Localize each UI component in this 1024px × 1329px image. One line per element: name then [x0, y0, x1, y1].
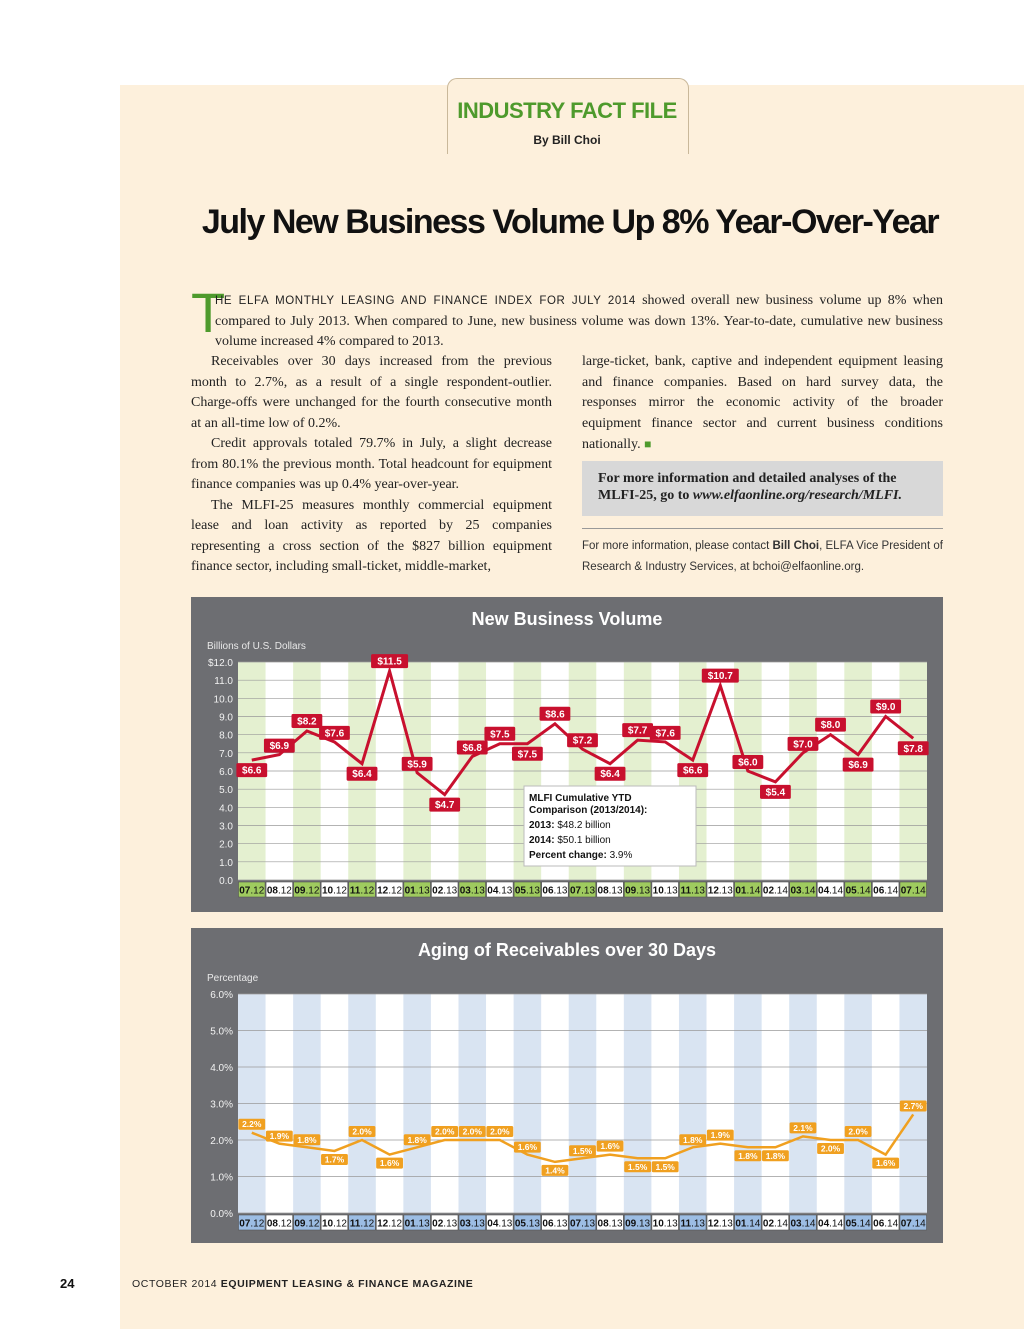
data-label: $6.8	[462, 742, 482, 754]
data-label: $8.0	[820, 720, 841, 732]
y-axis-label: Billions of U.S. Dollars	[207, 641, 306, 652]
x-tick-label: 09.13	[625, 885, 651, 897]
chart-title: New Business Volume	[471, 609, 663, 629]
x-tick-label: 06.13	[542, 885, 568, 897]
x-tick-label: 02.13	[432, 885, 458, 897]
data-label: 1.7%	[324, 1154, 345, 1165]
divider	[582, 528, 943, 529]
contact-note	[582, 536, 943, 577]
data-label: 1.6%	[600, 1141, 620, 1152]
ytd-comparison-box	[524, 786, 696, 866]
data-label: 1.6%	[379, 1158, 400, 1169]
left-column	[191, 352, 552, 578]
y-tick-label: 8.0	[219, 730, 233, 742]
x-tick-label: 11.13	[680, 885, 705, 897]
data-label: $8.6	[545, 709, 565, 721]
data-label: 2.0%	[820, 1143, 841, 1154]
chart-svg	[191, 928, 943, 1243]
y-tick-label: 5.0	[219, 785, 233, 797]
drop-cap: T	[191, 281, 226, 344]
x-tick-label: 08.13	[597, 1218, 623, 1230]
x-tick-label: 03.13	[459, 885, 485, 897]
data-label: $6.9	[269, 741, 290, 753]
x-tick-label: 04.14	[818, 1218, 844, 1230]
x-tick-label: 07.12	[239, 1218, 265, 1230]
x-tick-label: 08.12	[266, 1218, 292, 1230]
x-tick-label: 07.12	[239, 885, 265, 897]
x-tick-label: 01.13	[404, 885, 430, 897]
contact-suffix: , ELFA Vice President of Research & Industry Services, at bchoi@elfaonline.org.	[582, 540, 943, 573]
ytd-box-row: Percent change: 3.9%	[529, 850, 633, 861]
data-label: 1.8%	[297, 1134, 317, 1145]
x-tick-label: 04.13	[487, 1218, 513, 1230]
data-label: 1.4%	[545, 1165, 565, 1176]
x-tick-label: 07.13	[569, 885, 596, 897]
data-label: $11.5	[377, 656, 402, 668]
y-tick-label: 5.0%	[210, 1026, 233, 1038]
y-tick-label: 2.0	[219, 839, 233, 851]
y-axis-label: Percentage	[207, 973, 259, 984]
x-tick-label: 06.14	[873, 1218, 899, 1230]
x-tick-label: 01.14	[735, 885, 761, 897]
data-label: $4.7	[434, 800, 455, 812]
ytd-box-row: 2013: $48.2 billion	[529, 820, 611, 831]
x-tick-label: 10.13	[652, 1218, 678, 1230]
x-tick-label: 09.13	[625, 1218, 651, 1230]
data-label: $8.2	[297, 716, 317, 728]
aging-receivables-chart	[191, 928, 943, 1243]
x-tick-label: 12.12	[377, 885, 403, 897]
intro-paragraph	[215, 291, 943, 353]
x-tick-label: 04.13	[487, 885, 513, 897]
data-label: $7.5	[490, 729, 510, 741]
x-tick-label: 05.14	[845, 885, 871, 897]
ytd-box-title: Comparison (2013/2014):	[529, 805, 648, 816]
x-tick-label: 10.12	[321, 885, 347, 897]
y-tick-label: 6.0%	[210, 990, 233, 1001]
data-label: 1.5%	[627, 1161, 648, 1172]
x-tick-label: 05.13	[514, 1218, 540, 1230]
data-label: 1.8%	[765, 1150, 786, 1161]
body-paragraph: The MLFI-25 measures monthly commercial equipment lease and loan activity as reported by 25 companies representing a cross section of the $827 billion equipment finance sector, including small-ticket, middle-market,	[191, 497, 552, 574]
x-tick-label: 02.14	[762, 1218, 788, 1230]
data-label: 1.5%	[655, 1161, 675, 1172]
data-label: 1.6%	[875, 1158, 896, 1169]
y-tick-label: 0.0%	[210, 1209, 233, 1220]
info-box-label: For more information and detailed analyses of the MLFI-25, go to	[598, 471, 897, 503]
y-tick-label: 4.0	[219, 803, 233, 815]
data-label: $7.8	[903, 743, 923, 755]
x-tick-label: 02.13	[432, 1218, 458, 1230]
data-label: $7.2	[572, 735, 593, 747]
x-tick-label: 03.14	[790, 1218, 816, 1230]
y-tick-label: 7.0	[219, 748, 233, 760]
footer-date: OCTOBER 2014	[132, 1278, 221, 1290]
x-tick-label: 08.12	[266, 885, 292, 897]
body-paragraph: Credit approvals totaled 79.7% in July, a slight decrease from 80.1% the previous month. Total headcount for equipment finance companies was up 0.4% year-over-year.	[191, 436, 552, 492]
data-label: $5.4	[765, 787, 786, 799]
x-tick-label: 10.12	[321, 1218, 347, 1230]
data-label: $6.4	[352, 769, 372, 781]
x-tick-label: 06.14	[873, 885, 899, 897]
chart-title: Aging of Receivables over 30 Days	[417, 940, 717, 960]
x-tick-label: 03.14	[790, 885, 816, 897]
y-tick-label: 4.0%	[210, 1063, 233, 1074]
data-label: 2.0%	[352, 1126, 372, 1137]
y-tick-label: 9.0	[219, 712, 233, 724]
intro-lead-caps: HE ELFA MONTHLY LEASING AND FINANCE INDEX FOR JULY 2014	[215, 295, 636, 307]
new-business-volume-chart	[191, 597, 943, 912]
data-label: $10.7	[707, 671, 733, 683]
body-paragraph: large-ticket, bank, captive and independent equipment leasing and finance companies. Based on hard survey data, the responses mirror the economic activity of the broader equipment finance sector and current business conditions nationally.	[582, 354, 943, 452]
ytd-box-title: MLFI Cumulative YTD	[529, 793, 632, 804]
x-tick-label: 05.13	[514, 885, 540, 897]
y-tick-label: 2.0%	[210, 1136, 233, 1147]
data-label: $7.6	[324, 728, 345, 740]
y-tick-label: 1.0%	[210, 1172, 233, 1184]
y-tick-label: $12.0	[207, 658, 233, 669]
x-tick-label: 07.14	[900, 885, 926, 897]
y-tick-label: 1.0	[219, 857, 233, 869]
data-label: 2.0%	[490, 1126, 510, 1137]
x-tick-label: 09.12	[294, 885, 320, 897]
x-tick-label: 12.13	[707, 1218, 733, 1230]
x-tick-label: 03.13	[459, 1218, 485, 1230]
y-tick-label: 11.0	[214, 676, 233, 688]
y-tick-label: 3.0	[219, 821, 233, 833]
data-label: $6.4	[600, 769, 620, 781]
data-label: 2.1%	[793, 1122, 813, 1133]
x-tick-label: 08.13	[597, 885, 623, 897]
data-label: 2.0%	[848, 1126, 868, 1137]
data-label: 1.8%	[738, 1150, 758, 1161]
info-box-text	[598, 470, 928, 504]
data-label: 1.9%	[269, 1131, 290, 1142]
x-tick-label: 10.13	[652, 885, 678, 897]
data-label: 1.5%	[572, 1145, 593, 1156]
data-label: 1.9%	[710, 1130, 730, 1141]
intro-body: showed overall new business volume up 8% when compared to July 2013. When compared to June, new business volume was down 13%. Year-to-date, cumulative new business volume increased 4% compared to 2013.	[215, 293, 943, 349]
data-label: $5.9	[407, 759, 427, 771]
x-tick-label: 04.14	[818, 885, 844, 897]
data-label: 2.0%	[462, 1126, 482, 1137]
ytd-box-row: 2014: $50.1 billion	[529, 835, 611, 846]
x-tick-label: 11.13	[680, 1218, 705, 1230]
x-tick-label: 07.13	[569, 1218, 596, 1230]
body-paragraph: Receivables over 30 days increased from the previous month to 2.7%, as a result of a single respondent-outlier. Charge-offs were unchanged for the fourth consecutive month at an all-time low of 0.2%.	[191, 354, 552, 431]
data-label: $6.6	[242, 765, 262, 777]
data-label: $7.7	[627, 725, 648, 737]
data-label: 2.7%	[903, 1100, 923, 1111]
section-title: INDUSTRY FACT FILE	[457, 98, 677, 123]
data-label: 1.8%	[407, 1134, 427, 1145]
data-label: 2.0%	[435, 1126, 455, 1137]
footer-magazine: EQUIPMENT LEASING & FINANCE MAGAZINE	[220, 1278, 474, 1290]
data-label: $6.9	[848, 760, 868, 772]
research-link[interactable]: www.elfaonline.org/research/MLFI.	[692, 488, 903, 503]
end-mark: ■	[644, 437, 652, 451]
contact-prefix: For more information, please contact	[582, 540, 773, 552]
data-label: $7.5	[517, 749, 538, 761]
y-tick-label: 10.0	[213, 694, 233, 706]
x-tick-label: 07.14	[900, 1218, 926, 1230]
x-tick-label: 05.14	[845, 1218, 871, 1230]
x-tick-label: 12.13	[707, 885, 733, 897]
x-tick-label: 11.12	[349, 1218, 375, 1230]
data-label: $7.0	[793, 739, 813, 751]
page-number: 24	[60, 1276, 75, 1291]
footer	[132, 1278, 473, 1290]
x-tick-label: 09.12	[294, 1218, 320, 1230]
data-label: $9.0	[875, 702, 896, 713]
right-column	[582, 352, 943, 456]
data-label: 1.6%	[517, 1142, 538, 1153]
x-tick-label: 11.12	[349, 885, 375, 897]
x-tick-label: 01.13	[404, 1218, 430, 1230]
x-tick-label: 06.13	[542, 1218, 568, 1230]
x-tick-label: 12.12	[377, 1218, 403, 1230]
y-tick-label: 6.0	[219, 767, 233, 778]
data-label: 1.8%	[683, 1134, 703, 1145]
data-label: 2.2%	[242, 1119, 262, 1130]
data-label: $6.0	[738, 757, 758, 769]
data-label: $6.6	[683, 765, 703, 777]
data-label: $7.6	[655, 728, 675, 740]
x-tick-label: 02.14	[762, 885, 788, 897]
contact-name: Bill Choi	[772, 540, 820, 552]
y-tick-label: 3.0%	[210, 1099, 233, 1111]
headline: July New Business Volume Up 8% Year-Over-Year	[201, 203, 939, 241]
x-tick-label: 01.14	[735, 1218, 761, 1230]
chart-svg	[191, 597, 943, 912]
byline: By Bill Choi	[533, 133, 601, 147]
y-tick-label: 0.0	[219, 876, 233, 887]
